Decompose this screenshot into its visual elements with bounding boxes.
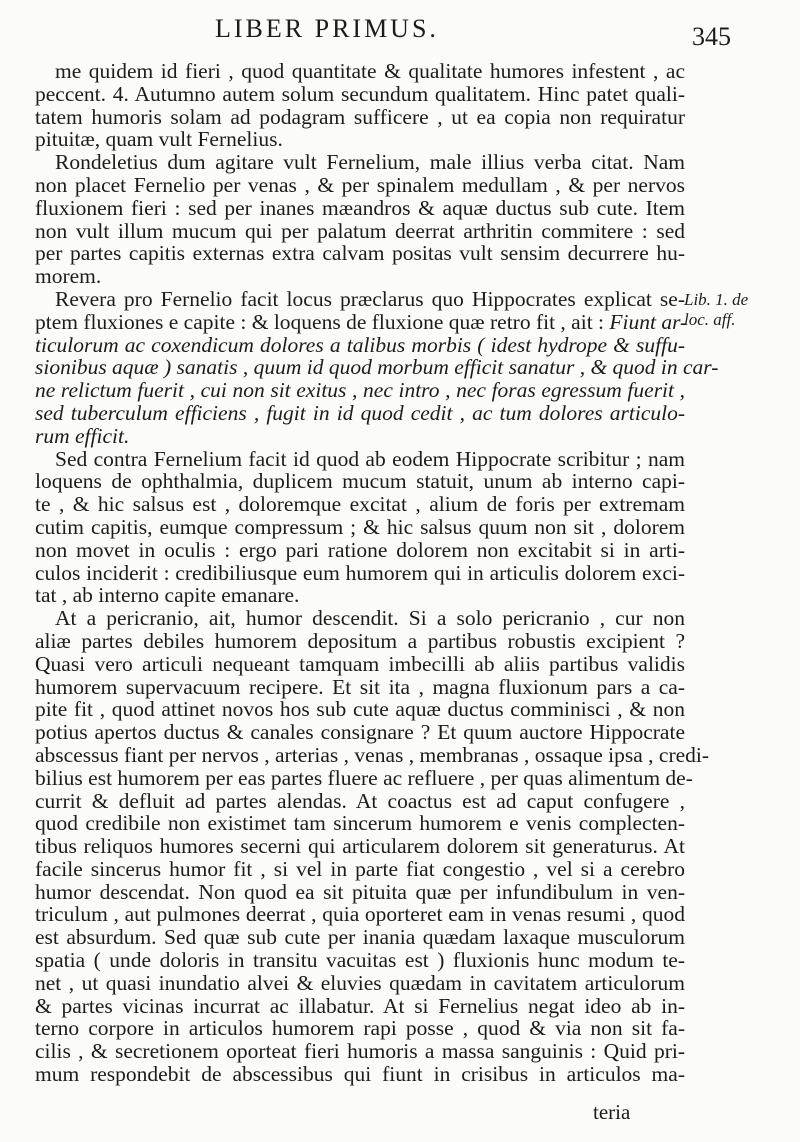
paragraph: [35, 151, 685, 288]
text-line: tatem humoris solam ad podagram sufficere , ut ea copia non requiratur: [35, 104, 685, 129]
text-line: humorem supervacuum recipere. Et sit ita , magna fluxionum pars a ca-: [35, 674, 685, 699]
text-line: Rondeletius dum agitare vult Fernelium, male illius verba citat. Nam: [55, 150, 685, 175]
italic-quotation: Fiunt ar-: [609, 309, 688, 334]
italic-quotation-line: sed tuberculum efficiens , fugit in id quod cedit , ac tum dolores articulo-: [35, 400, 685, 425]
text-line: non vult illum mucum qui per palatum deerrat arthritin commitere : sed: [35, 218, 685, 243]
text-line: per partes capitis externas extra calvam positas vult sensim decurrere hu-: [35, 241, 685, 266]
text-line: cutim capitis, eumque compressum ; & hic salsus quum non sit , dolorem: [35, 514, 685, 539]
text-line: morem.: [35, 264, 102, 289]
margin-note-line: Lib. 1. de: [684, 290, 749, 309]
text-line: abscessus fiant per nervos , arterias , venas , membranas , ossaque ipsa , credi-: [35, 742, 710, 767]
text-line: non movet in oculis : ergo pari ratione dolorem non excitabit si in arti-: [35, 537, 685, 562]
text-line: Sed contra Fernelium facit id quod ab eodem Hippocrate scribitur ; nam: [55, 446, 685, 471]
text-line: [35, 309, 688, 334]
text-line: humor descendat. Non quod ea sit pituita quæ per infundibulum in ven-: [35, 879, 685, 904]
italic-quotation-line: ticulorum ac coxendicum dolores a talibus morbis ( idest hydrope & suffu-: [35, 332, 685, 357]
text-line: est absurdum. Sed quæ sub cute per inania quædam laxaque musculorum: [35, 925, 685, 950]
text-line: te , & hic salsus est , doloremque excitat , alium de foris per extremam: [35, 492, 685, 517]
text-line: net , ut quasi inundatio alvei & eluvies quædam in cavitatem articulorum: [35, 970, 685, 995]
margin-note: [684, 290, 800, 330]
text-line: spatia ( unde doloris in transitu vacuitas est ) fluxionis hunc modum te-: [35, 948, 685, 973]
text-line: peccent. 4. Autumno autem solum secundum qualitatem. Hinc patet quali-: [35, 81, 685, 106]
italic-quotation-line: sionibus aquæ ) sanatis , quum id quod morbum efficit sanatur , & quod in car-: [35, 355, 719, 380]
italic-quotation-line: ne relictum fuerit , cui non sit exitus , nec intro , nec foras egressum fuerit ,: [35, 378, 685, 403]
text-line: facile sincerus humor fit , si vel in parte fiat congestio , vel si a cerebro: [35, 856, 685, 881]
catchword: teria: [593, 1100, 631, 1124]
text-line: tat , ab interno capite emanare.: [35, 583, 300, 608]
text-line: culos inciderit : credibiliusque eum humorem qui in articulis dolorem exci-: [35, 560, 685, 585]
text-line: Revera pro Fernelio facit locus præclarus quo Hippocrates explicat se-: [55, 286, 685, 311]
text-segment: ptem fluxiones e capite : & loquens de fluxione quæ retro fit , ait :: [35, 309, 605, 334]
text-line: potius apertos ductus & canales consignare ? Et quum auctore Hippocrate: [35, 720, 685, 745]
paragraph: [35, 606, 710, 1087]
text-line: mum respondebit de abscessibus qui fiunt in crisibus in articulos ma-: [35, 1062, 685, 1087]
text-line: At a pericranio, ait, humor descendit. Si a solo pericranio , cur non: [55, 606, 685, 631]
text-line: & partes vicinas incurrat ac illabatur. At si Fernelius negat ideo ab in-: [35, 993, 685, 1018]
italic-quotation-line: rum efficit.: [35, 423, 130, 448]
margin-note-line: loc. aff.: [684, 310, 736, 329]
text-line: terno corpore in articulos humorem rapi posse , quod & via non sit fa-: [35, 1016, 685, 1041]
text-line: non placet Fernelio per venas , & per spinalem medullam , & per nervos: [35, 172, 685, 197]
paragraph: [35, 448, 685, 608]
text-line: me quidem id fieri , quod quantitate & qualitate humores infestent , ac: [55, 59, 685, 83]
text-line: fluxionem fieri : sed per inanes mæandros & aquæ ductus sub cute. Item: [35, 195, 685, 220]
text-line: pituitæ, quam vult Fernelius.: [35, 127, 283, 152]
text-line: aliæ partes debiles humorem depositum a partibus robustis excipient ?: [35, 628, 685, 653]
running-title: LIBER PRIMUS.: [215, 14, 439, 43]
text-line: Quasi vero articuli nequeant tamquam imbecilli ab aliis partibus validis: [35, 651, 685, 676]
text-line: quod credibile non existimet tam sincerum humorem e venis complecten-: [35, 811, 685, 836]
text-line: cilis , & secretionem oporteat fieri humoris a massa sanguinis : Quid pri-: [35, 1039, 685, 1064]
text-line: currit & defluit ad partes alendas. At coactus est ad caput confugere ,: [35, 788, 685, 813]
text-line: loquens de ophthalmia, duplicem mucum statuit, unum ab interno capi-: [35, 469, 685, 494]
text-line: pite fit , quod attinet novos hos sub cute aquæ ductus comminisci , & non: [35, 697, 685, 722]
text-line: triculum , aut pulmones deerrat , quia oporteret eam in venas resumi , quod: [35, 902, 685, 927]
text-line: bilius est humorem per eas partes fluere ac refluere , per quas alimentum de-: [35, 765, 693, 790]
text-line: tibus reliquos humores secerni qui articularem dolorem sit generaturus. At: [35, 834, 685, 859]
paragraph: [35, 60, 685, 151]
page-number: 345: [692, 22, 731, 51]
